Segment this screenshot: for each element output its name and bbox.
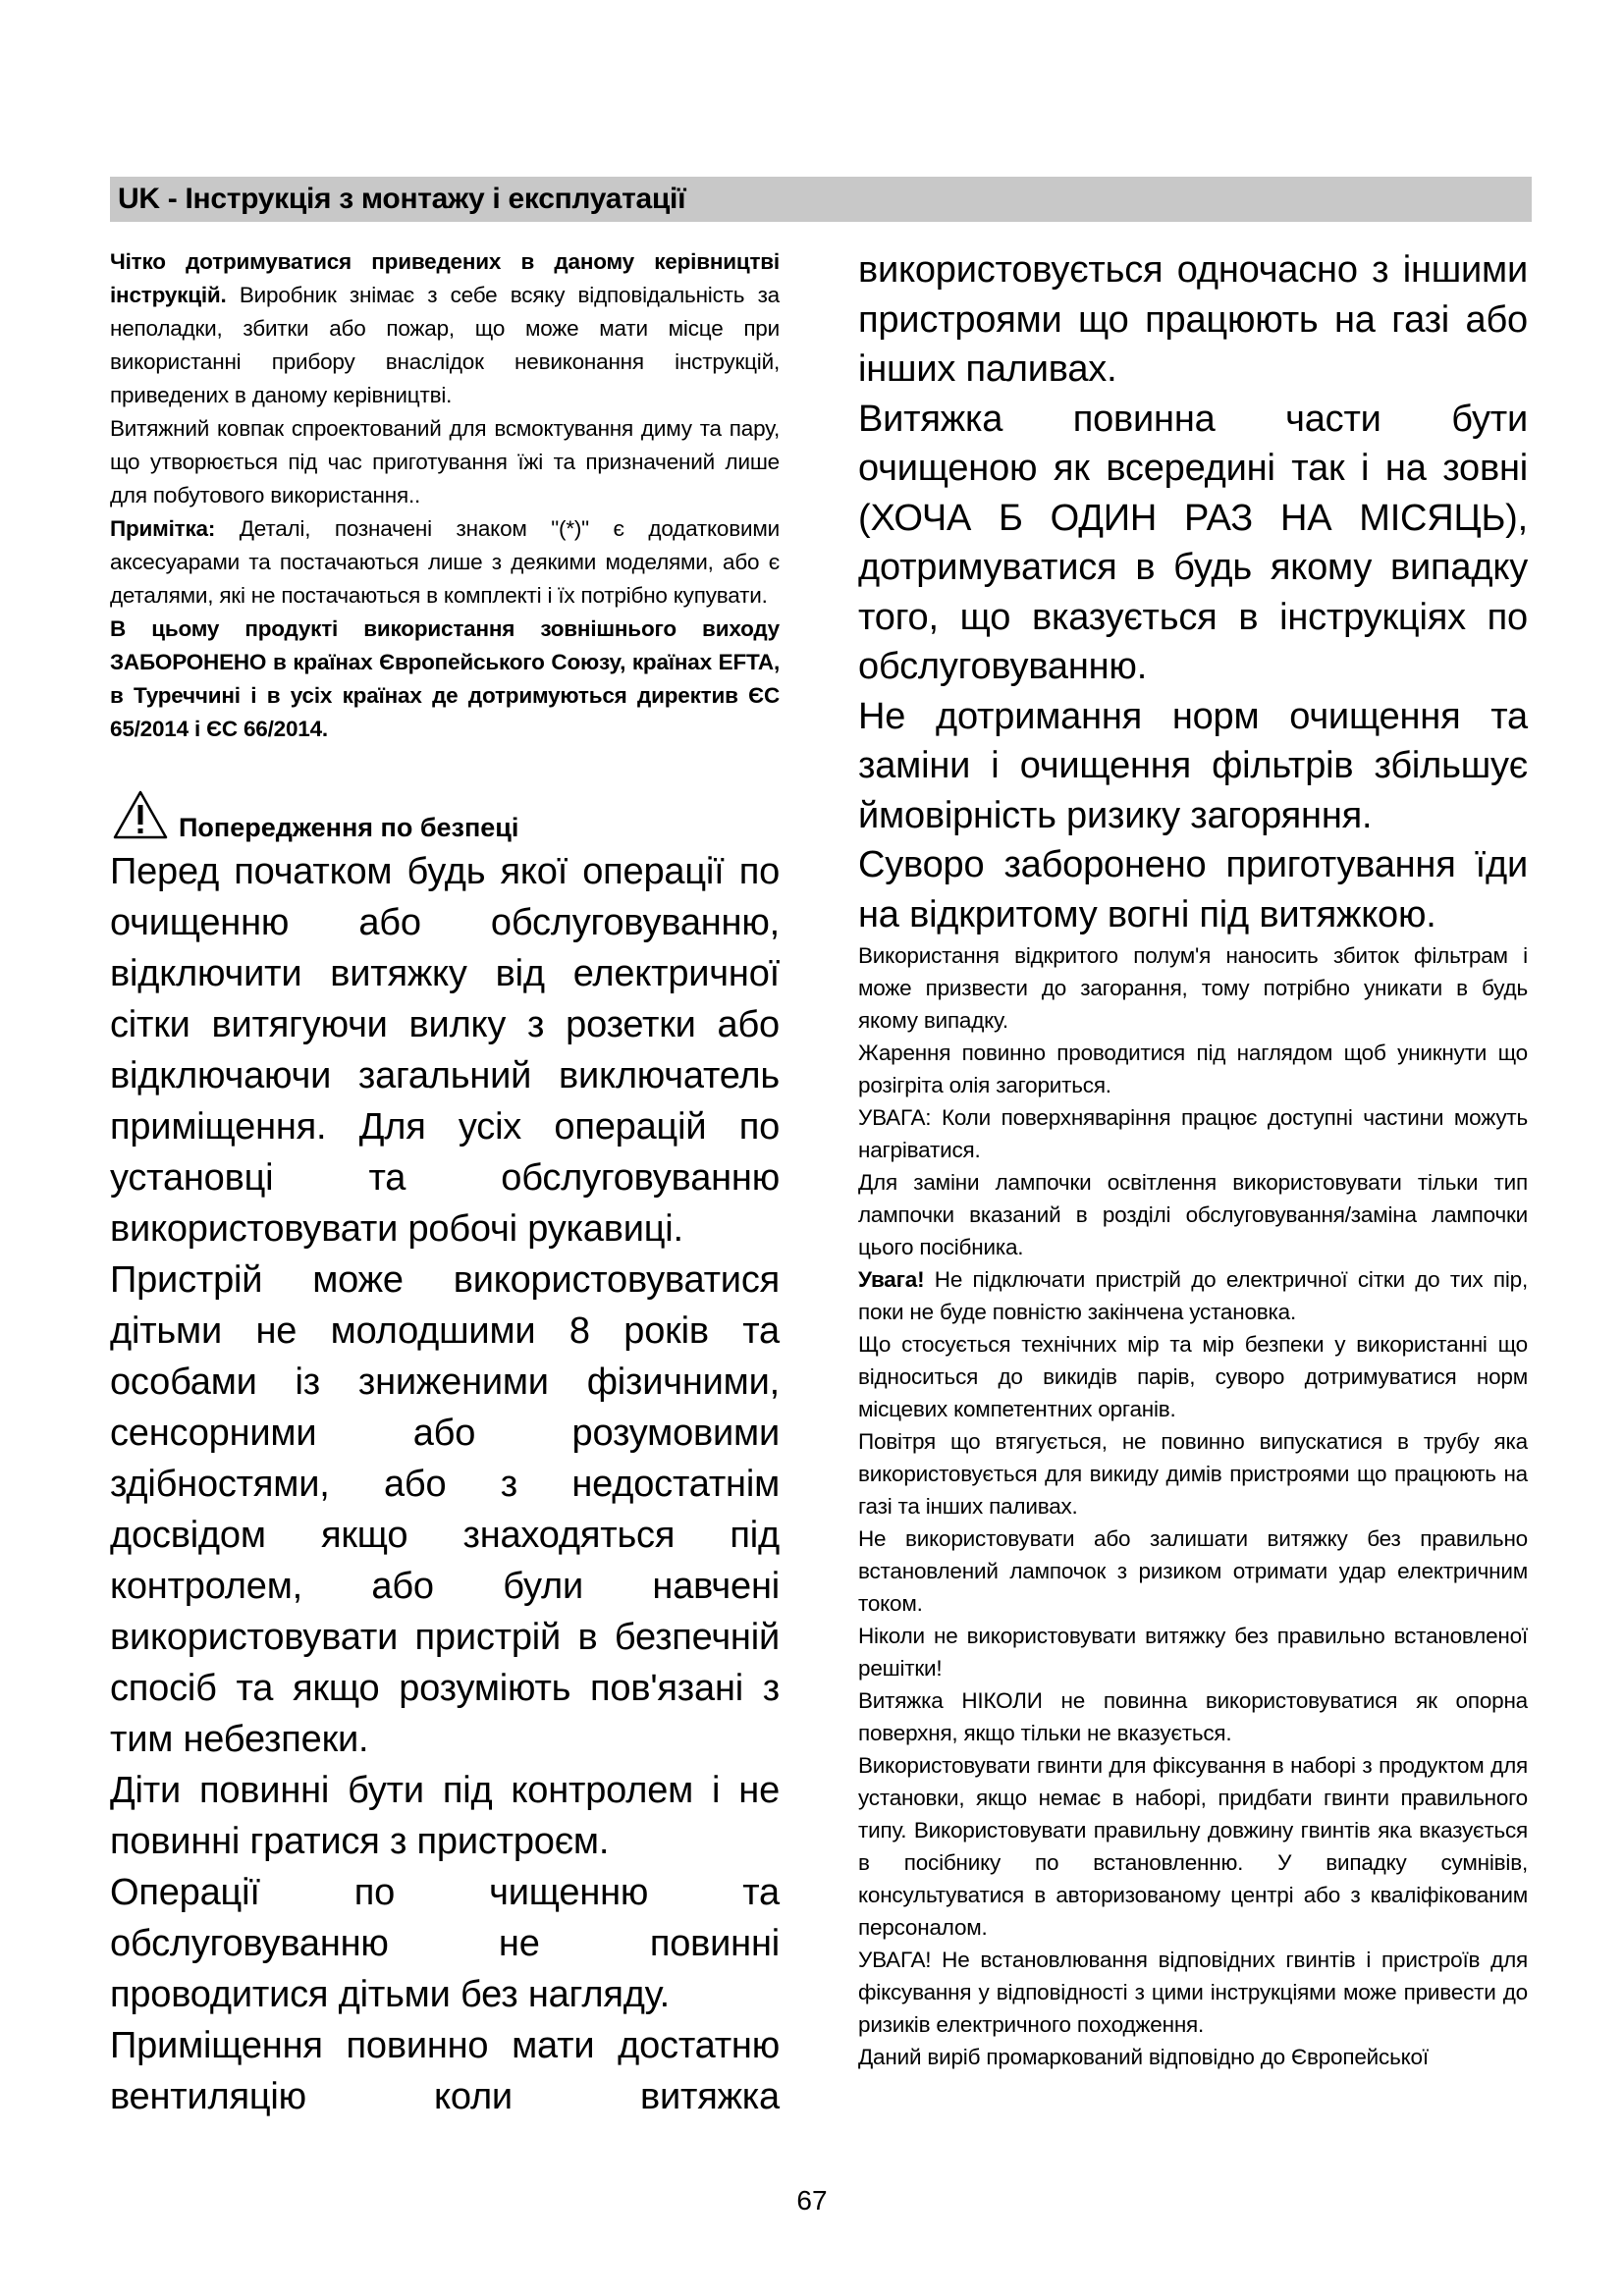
- note-label: Примітка:: [110, 516, 216, 541]
- purpose-paragraph: Витяжний ковпак спроектований для всмоктування диму та пару, що утворюється під час приготування їжі та призначений лише для побутового використання..: [110, 416, 780, 507]
- safety-para-children-control: Діти повинні бути під контролем і не повинні гратися з пристроєм.: [110, 1770, 780, 1862]
- european-marking: Даний виріб промаркований відповідно до Європейської: [858, 2045, 1429, 2069]
- grille-installed: Ніколи не використовувати витяжку без правильно встановленої решітки!: [858, 1624, 1528, 1681]
- fixing-screws: Використовувати гвинти для фіксування в наборі з продуктом для установки, якщо немає в наборі, придбати гвинти правильного типу. Використовувати правильну довжину гвинтів яка вказується в посібнику по встановленню. У випадку сумнівів, консультуватися в авторизованому центрі або з кваліфікованим персоналом.: [858, 1753, 1528, 1940]
- warning-triangle-icon: [112, 789, 169, 840]
- safety-para-disconnect: Перед початком будь якої операції по очищенню або обслуговуванню, відключити витяжку від електричної сітки витягуючи вилку з розетки або відключаючи загальний виключатель приміщення. Для усіх операцій по установці та обслуговуванню використовувати робочі рукавиці.: [110, 851, 780, 1250]
- safety-para-children-use: Пристрій може використовуватися дітьми не молодшими 8 років та особами із зниженими фізичними, сенсорними або розумовими здібностями, або з недостатнім досвідом якщо знаходяться під контролем, або були навчені використовувати пристрій в безпечній спосіб та якщо розуміють пов'язані з тим небезпеки.: [110, 1259, 780, 1760]
- intro-rest: Виробник знімає з себе всяку відповідальність за неполадки, збитки або пожар, що може мати місце при використанні прибору внаслідок невиконання інструкцій, приведених в даному керівництві.: [110, 283, 780, 407]
- air-discharge: Повітря що втягується, не повинно випускатися в трубу яка використовується для викиду димів пристроями що працюють на газі та інших паливах.: [858, 1429, 1528, 1519]
- external-outlet-warning: В цьому продукті використання зовнішнього виходу ЗАБОРОНЕНО в країнах Європейського Союзу, країнах EFTA, в Туреччині і в усіх країнах де дотримуються директив ЄС 65/2014 і ЄС 66/2014.: [110, 616, 780, 741]
- ventilation-continued: використовується одночасно з іншими пристроями що працюють на газі або інших паливах.: [858, 249, 1528, 390]
- right-column: [858, 245, 1528, 2073]
- safety-para-ventilation: Приміщення повинно мати достатню вентиляцію коли витяжка: [110, 2025, 780, 2117]
- intro-paragraph: [110, 245, 780, 412]
- section-header-bar: [110, 177, 1532, 222]
- open-flame-prohibited: Суворо заборонено приготування їди на відкритому вогні під витяжкою.: [858, 844, 1528, 935]
- intro-bold: Чітко дотримуватися приведених в даному керівництві інструкцій.: [110, 249, 780, 307]
- local-regulations: Що стосується технічних мір та мір безпеки у використанні що відноситься до викидів парів, суворо дотримуватися норм місцевих компетентних органів.: [858, 1332, 1528, 1421]
- frying-supervision: Жарення повинно проводитися під наглядом щоб уникнути що розігріта олія загориться.: [858, 1041, 1528, 1097]
- not-support-surface: Витяжка НІКОЛИ не повинна використовуватися як опорна поверхня, якщо тільки не вказується.: [858, 1688, 1528, 1745]
- left-column: [110, 245, 780, 2122]
- note-paragraph: [110, 512, 780, 613]
- screws-warning: УВАГА! Не встановлювання відповідних гвинтів і пристроїв для фіксування у відповідності з цими інструкціями може привести до ризиків електричного походження.: [858, 1948, 1528, 2037]
- connection-warning-label: Увага!: [858, 1267, 925, 1292]
- safety-heading-text: Попередження по безпеці: [179, 813, 519, 842]
- section-title: UK - Інструкція з монтажу і експлуатації: [118, 183, 686, 215]
- bulb-replacement: Для заміни лампочки освітлення використовувати тільки тип лампочки вказаний в розділі обслуговування/заміна лампочки цього посібника.: [858, 1170, 1528, 1259]
- connection-warning: [858, 1263, 1528, 1328]
- cleaning-frequency: Витяжка повинна части бути очищеною як всередині так і на зовні (ХОЧА Б ОДИН РАЗ НА МІСЯЦЬ), дотримуватися в будь якому випадку того, що вказується в інструкціях по обслуговуванню.: [858, 398, 1528, 687]
- hot-surfaces-warning: УВАГА: Коли поверхняваріння працює доступні частини можуть нагріватися.: [858, 1105, 1528, 1162]
- bulbs-installed: Не використовувати або залишати витяжку без правильно встановлений лампочок з ризиком отримати удар електричним током.: [858, 1526, 1528, 1616]
- page-number: 67: [796, 2185, 828, 2216]
- note-text: Деталі, позначені знаком "(*)" є додатковими аксесуарами та постачаються лише з деякими моделями, або є деталями, які не постачаються в комплекті і їх потрібно купувати.: [110, 516, 780, 608]
- safety-para-cleaning: Операції по чищенню та обслуговуванню не повинні проводитися дітьми без нагляду.: [110, 1872, 780, 2015]
- safety-heading: [110, 789, 780, 840]
- filter-cleaning: Не дотримання норм очищення та заміни і очищення фільтрів збільшує ймовірність ризику загоряння.: [858, 695, 1528, 836]
- open-flame-damage: Використання відкритого полум'я наносить збиток фільтрам і може призвести до загорання, тому потрібно уникати в будь якому випадку.: [858, 943, 1528, 1033]
- connection-warning-text: Не підключати пристрій до електричної сітки до тих пір, поки не буде повністю закінчена установка.: [858, 1267, 1528, 1324]
